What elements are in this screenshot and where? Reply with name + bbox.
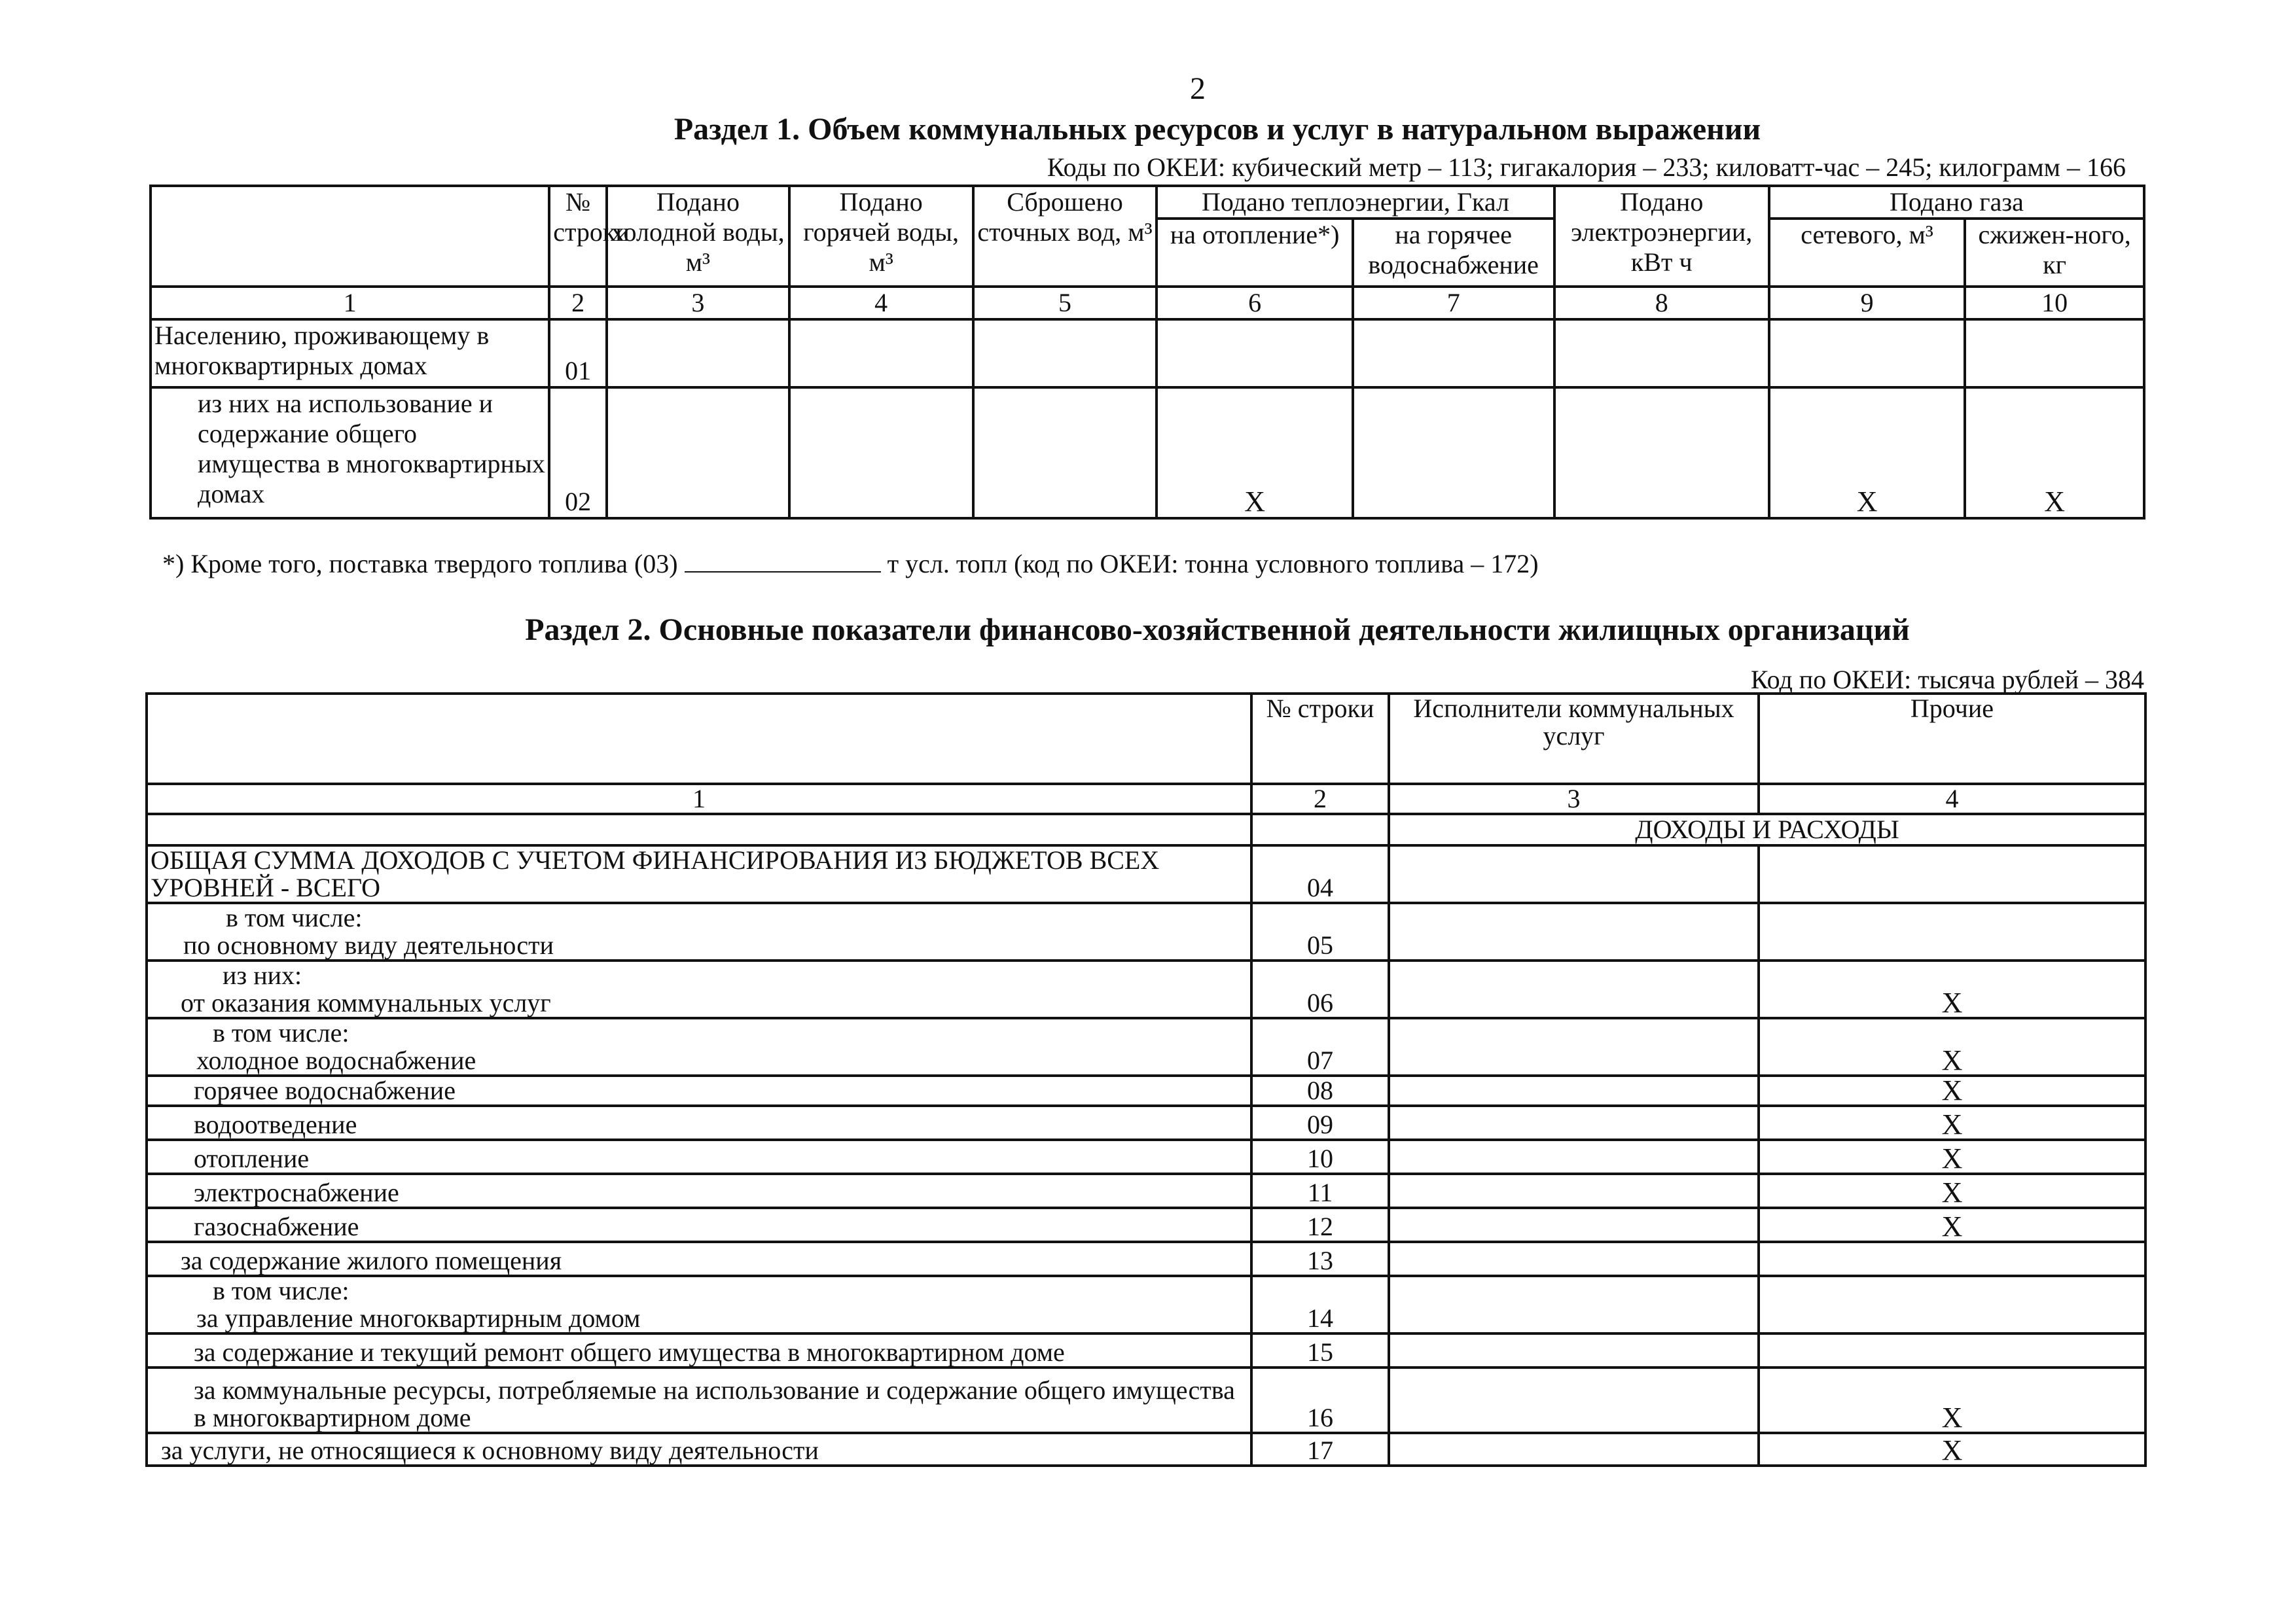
footnote-text-before: *) Кроме того, поставка твердого топлива (03) <box>162 549 678 578</box>
s2-row-label: отопление <box>147 1140 1251 1174</box>
s1-header-gas-network: сетевого, м³ <box>1769 219 1965 287</box>
table-row <box>147 1106 2145 1140</box>
table-row <box>147 1174 2145 1208</box>
s2-row-label-cell <box>147 1276 1251 1333</box>
input-cell[interactable] <box>1389 1174 1759 1208</box>
table-row <box>147 1076 2145 1106</box>
s2-row-label: по основному виду деятельности <box>183 930 554 960</box>
s1-colnum: 4 <box>789 287 973 319</box>
section1-title: Раздел 1. Объем коммунальных ресурсов и услуг в натуральном выражении <box>673 112 1761 147</box>
s1-colnum: 9 <box>1769 287 1965 319</box>
s2-colnum: 2 <box>1251 784 1389 814</box>
input-cell[interactable] <box>1353 387 1554 518</box>
table-row <box>147 1242 2145 1276</box>
s2-row-code: 07 <box>1251 1018 1389 1076</box>
s2-row-code: 06 <box>1251 961 1389 1018</box>
input-cell[interactable] <box>789 387 973 518</box>
s2-row-code: 13 <box>1251 1242 1389 1276</box>
input-cell[interactable] <box>607 319 789 387</box>
input-cell[interactable] <box>1554 319 1769 387</box>
s1-colnum: 2 <box>549 287 607 319</box>
s2-row-code: 16 <box>1251 1368 1389 1433</box>
s2-row-label: электроснабжение <box>147 1174 1251 1208</box>
x-mark: X <box>1759 1174 2145 1208</box>
table-row <box>147 1276 2145 1333</box>
table-row <box>147 1208 2145 1242</box>
s1-header-wastewater: Сброшено сточных вод, м³ <box>973 186 1157 287</box>
table-row <box>147 1018 2145 1076</box>
s2-header-utility-providers: Исполнители коммунальных услуг <box>1389 694 1759 784</box>
s1-header-heat-hot-water: на горячее водоснабжение <box>1353 219 1554 287</box>
s1-colnum: 8 <box>1554 287 1769 319</box>
s2-row-label: ОБЩАЯ СУММА ДОХОДОВ С УЧЕТОМ ФИНАНСИРОВАНИЯ ИЗ БЮДЖЕТОВ ВСЕХ УРОВНЕЙ - ВСЕГО <box>147 845 1251 903</box>
x-mark: X <box>1759 1433 2145 1466</box>
s2-header-blank <box>147 694 1251 784</box>
input-cell[interactable] <box>1389 903 1759 961</box>
s2-row-code: 09 <box>1251 1106 1389 1140</box>
s2-row-label-cell <box>147 903 1251 961</box>
table-row <box>151 387 2144 518</box>
s2-row-subheading: в том числе: <box>226 903 363 932</box>
input-cell[interactable] <box>1554 387 1769 518</box>
section1-table <box>149 185 2145 520</box>
input-cell[interactable] <box>1389 1076 1759 1106</box>
s2-header-row-no: № строки <box>1251 694 1389 784</box>
s2-row-label: водоотведение <box>147 1106 1251 1140</box>
s2-row-code: 04 <box>1251 845 1389 903</box>
s2-row-code: 14 <box>1251 1276 1389 1333</box>
input-cell[interactable] <box>973 387 1157 518</box>
x-mark: X <box>1759 1140 2145 1174</box>
x-mark: X <box>1769 387 1965 518</box>
s1-header-hot-water: Подано горячей воды, м³ <box>789 186 973 287</box>
section2-title: Раздел 2. Основные показатели финансово-хозяйственной деятельности жилищных организаций <box>525 612 1910 647</box>
input-cell[interactable] <box>1965 319 2144 387</box>
input-cell[interactable] <box>1389 1242 1759 1276</box>
s2-row-label-cell <box>147 961 1251 1018</box>
table-row <box>147 903 2145 961</box>
section1-okei-codes: Коды по ОКЕИ: кубический метр – 113; гигакалория – 233; киловатт-час – 245; килограмм – 166 <box>1047 152 2126 182</box>
s2-header-other: Прочие <box>1759 694 2145 784</box>
input-cell[interactable] <box>1389 1368 1759 1433</box>
input-cell[interactable] <box>1389 1276 1759 1333</box>
s2-row-code: 17 <box>1251 1433 1389 1466</box>
s2-row-label: от оказания коммунальных услуг <box>181 988 551 1017</box>
x-mark: X <box>1759 1106 2145 1140</box>
s2-row-subheading: в том числе: <box>213 1276 350 1305</box>
input-cell[interactable] <box>789 319 973 387</box>
s2-colnum: 3 <box>1389 784 1759 814</box>
s2-row-code: 10 <box>1251 1140 1389 1174</box>
footnote <box>162 548 1539 579</box>
s1-header-heat-group: Подано теплоэнергии, Гкал <box>1157 186 1554 219</box>
x-mark: X <box>1759 1076 2145 1106</box>
s1-row-label: Населению, проживающему в многоквартирных домах <box>151 319 549 387</box>
s1-header-gas-liquefied: сжижен-ного, кг <box>1965 219 2144 287</box>
s1-row-label: из них на использование и содержание общего имущества в многоквартирных домах <box>151 387 549 518</box>
table-row <box>147 961 2145 1018</box>
s2-row-code: 05 <box>1251 903 1389 961</box>
s2-row-label: за содержание жилого помещения <box>147 1242 1251 1276</box>
page-number: 2 <box>1190 71 1206 106</box>
input-cell[interactable] <box>1389 961 1759 1018</box>
table-row <box>147 845 2145 903</box>
solid-fuel-blank[interactable] <box>685 571 881 573</box>
s2-row-code: 11 <box>1251 1174 1389 1208</box>
s1-row-code: 02 <box>549 387 607 518</box>
s1-colnum: 3 <box>607 287 789 319</box>
input-cell[interactable] <box>1389 1018 1759 1076</box>
table-row <box>147 1433 2145 1466</box>
s2-row-code: 08 <box>1251 1076 1389 1106</box>
s2-row-label: горячее водоснабжение <box>147 1076 1251 1106</box>
s1-header-blank <box>151 186 549 287</box>
x-mark: X <box>1965 387 2144 518</box>
s2-row-subheading: из них: <box>223 961 302 990</box>
income-expense-label: ДОХОДЫ И РАСХОДЫ <box>1389 814 2145 845</box>
input-cell[interactable] <box>607 387 789 518</box>
s2-colnum: 1 <box>147 784 1251 814</box>
s2-row-code: 12 <box>1251 1208 1389 1242</box>
input-cell[interactable] <box>973 319 1157 387</box>
input-cell[interactable] <box>1389 1333 1759 1368</box>
x-mark: X <box>1157 387 1352 518</box>
table-row <box>147 1368 2145 1433</box>
s1-colnum: 6 <box>1157 287 1352 319</box>
input-cell[interactable] <box>1769 319 1965 387</box>
s2-blank <box>147 814 1251 845</box>
s2-row-label: за управление многоквартирным домом <box>196 1303 641 1333</box>
section2-okei-codes: Код по ОКЕИ: тысяча рублей – 384 <box>1750 665 2144 694</box>
input-cell[interactable] <box>1759 903 2145 961</box>
input-cell[interactable] <box>1389 1433 1759 1466</box>
table-row <box>151 319 2144 387</box>
table-row <box>147 1333 2145 1368</box>
input-cell[interactable] <box>1353 319 1554 387</box>
s1-row-code: 01 <box>549 319 607 387</box>
s1-header-electricity: Подано электроэнергии, кВт ч <box>1554 186 1769 287</box>
input-cell[interactable] <box>1759 845 2145 903</box>
input-cell[interactable] <box>1157 319 1352 387</box>
s2-row-label-cell <box>147 1018 1251 1076</box>
input-cell[interactable] <box>1389 1106 1759 1140</box>
s2-row-subheading: в том числе: <box>213 1018 350 1048</box>
input-cell[interactable] <box>1759 1276 2145 1333</box>
s1-colnum: 10 <box>1965 287 2144 319</box>
s2-blank <box>1251 814 1389 845</box>
s2-row-label: газоснабжение <box>147 1208 1251 1242</box>
table-row <box>147 1140 2145 1174</box>
input-cell[interactable] <box>1389 1208 1759 1242</box>
s1-header-cold-water: Подано холодной воды, м³ <box>607 186 789 287</box>
x-mark: X <box>1759 1018 2145 1076</box>
s2-row-label: за услуги, не относящиеся к основному виду деятельности <box>147 1433 1251 1466</box>
footnote-text-after: т усл. топл (код по ОКЕИ: тонна условного топлива – 172) <box>887 549 1539 578</box>
s1-colnum: 7 <box>1353 287 1554 319</box>
s2-row-label: за содержание и текущий ремонт общего имущества в многоквартирном доме <box>147 1333 1251 1368</box>
input-cell[interactable] <box>1389 1140 1759 1174</box>
x-mark: X <box>1759 961 2145 1018</box>
s2-colnum: 4 <box>1759 784 2145 814</box>
input-cell[interactable] <box>1759 1333 2145 1368</box>
s1-colnum: 5 <box>973 287 1157 319</box>
s1-header-row-no: № строки <box>549 186 607 287</box>
x-mark: X <box>1759 1368 2145 1433</box>
x-mark: X <box>1759 1208 2145 1242</box>
input-cell[interactable] <box>1759 1242 2145 1276</box>
s2-row-code: 15 <box>1251 1333 1389 1368</box>
s2-row-label: холодное водоснабжение <box>196 1046 476 1075</box>
section2-table <box>145 692 2147 1467</box>
s2-row-label: за коммунальные ресурсы, потребляемые на использование и содержание общего имущества в многоквартирном доме <box>147 1368 1251 1433</box>
s1-colnum: 1 <box>151 287 549 319</box>
input-cell[interactable] <box>1389 845 1759 903</box>
s1-header-heat-heating: на отопление*) <box>1157 219 1352 287</box>
s1-header-gas-group: Подано газа <box>1769 186 2144 219</box>
